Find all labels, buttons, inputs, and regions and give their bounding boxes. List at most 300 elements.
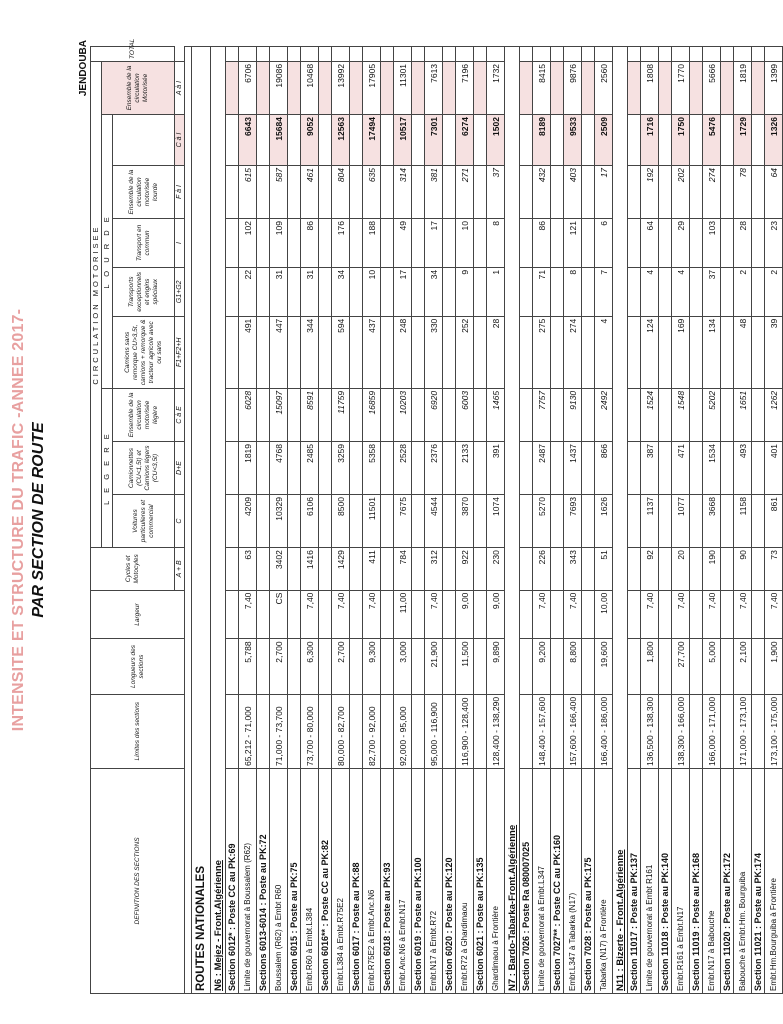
value-ce: 9130 — [564, 388, 582, 441]
empty-cell — [690, 47, 703, 62]
section-header-row — [659, 47, 672, 994]
limit-dash: - — [304, 732, 315, 740]
value-fi: 17 — [595, 165, 613, 218]
col-circulation-motorisee: CIRCULATION MOTORISEE — [91, 61, 102, 547]
empty-cell — [288, 639, 301, 694]
empty-cell — [381, 47, 394, 62]
value-c: 7675 — [394, 495, 412, 548]
value-de: 1819 — [239, 441, 257, 494]
empty-cell — [690, 316, 703, 388]
limit-from: 116,900 — [459, 735, 470, 766]
limit-to: 166,000 — [675, 696, 686, 728]
limit-dash: - — [397, 732, 408, 740]
value-fi: 37 — [487, 165, 505, 218]
section-width: 9,00 — [487, 590, 505, 639]
section-limits — [425, 694, 443, 768]
empty-cell — [520, 639, 533, 694]
section-width: 7,40 — [425, 590, 443, 639]
limit-dash: - — [598, 727, 609, 736]
empty-cell — [226, 388, 239, 441]
value-c: 5270 — [533, 495, 551, 548]
value-g: 2 — [734, 267, 752, 316]
value-c: 11501 — [363, 495, 381, 548]
empty-cell — [226, 267, 239, 316]
section-width: 7,40 — [734, 590, 752, 639]
limit-from: 157,600 — [567, 735, 578, 766]
value-de: 471 — [672, 441, 690, 494]
empty-cell — [381, 115, 394, 166]
section-description: Ghardimaou à Frontière — [487, 768, 505, 993]
empty-cell — [319, 388, 332, 441]
empty-cell — [721, 165, 734, 218]
empty-cell — [443, 165, 456, 218]
table-row — [703, 47, 721, 994]
section-header-row — [443, 47, 456, 994]
value-ab: 63 — [239, 548, 257, 590]
value-g: 31 — [270, 267, 288, 316]
section-limits — [270, 694, 288, 768]
value-ab: 226 — [533, 548, 551, 590]
empty-cell — [443, 388, 456, 441]
section-length: 27,700 — [672, 639, 690, 694]
empty-cell — [628, 61, 641, 114]
empty-cell — [672, 47, 690, 62]
empty-cell — [628, 316, 641, 388]
section-description: Embt.R60 à Embt.L384 — [301, 768, 319, 993]
section-length: 11,500 — [456, 639, 474, 694]
empty-cell — [226, 316, 239, 388]
empty-cell — [520, 47, 533, 62]
value-ai: 9876 — [564, 61, 582, 114]
value-i: 109 — [270, 219, 288, 268]
code-c: C — [175, 495, 185, 548]
code-ci: C à I — [175, 115, 185, 166]
empty-cell — [641, 47, 659, 62]
empty-cell — [551, 590, 564, 639]
value-ai: 19086 — [270, 61, 288, 114]
col-largeur: Largeur — [91, 590, 185, 639]
limit-from: 71,000 — [273, 739, 284, 766]
empty-cell — [520, 694, 533, 768]
rotated-sheet — [0, 38, 779, 1000]
limit-to: 173,100 — [737, 696, 748, 728]
empty-cell — [226, 639, 239, 694]
section-header-row — [319, 47, 332, 994]
value-c: 1626 — [595, 495, 613, 548]
governorate-label: JENDOUBA — [78, 40, 89, 97]
empty-cell — [350, 441, 363, 494]
road-title: N11 : Bizerte - Front.Algérienne — [613, 47, 628, 994]
value-fi: 78 — [734, 165, 752, 218]
value-de: 391 — [487, 441, 505, 494]
table-row — [332, 47, 350, 994]
section-name: Section 11017 : Poste au PK:137 — [628, 768, 641, 993]
empty-cell — [582, 219, 595, 268]
section-limits — [456, 694, 474, 768]
section-description: Limite de gouvernorat à Embt.L347 — [533, 768, 551, 993]
value-c: 7693 — [564, 495, 582, 548]
section-length: 5,788 — [239, 639, 257, 694]
empty-cell — [551, 219, 564, 268]
value-ci: 1502 — [487, 115, 505, 166]
empty-cell — [628, 115, 641, 166]
limit-dash: - — [490, 727, 501, 736]
value-ce: 1651 — [734, 388, 752, 441]
value-f: 39 — [765, 316, 783, 388]
table-row — [425, 47, 443, 994]
value-de: 2487 — [533, 441, 551, 494]
section-length: 9,300 — [363, 639, 381, 694]
empty-cell — [425, 47, 443, 62]
empty-cell — [533, 47, 551, 62]
section-header-row — [288, 47, 301, 994]
value-c: 1137 — [641, 495, 659, 548]
empty-cell — [319, 316, 332, 388]
value-ce: 10203 — [394, 388, 412, 441]
section-width: 7,40 — [703, 590, 721, 639]
empty-cell — [350, 316, 363, 388]
empty-cell — [363, 47, 381, 62]
section-description: Embt.R72 à Ghardimaou — [456, 768, 474, 993]
value-ce: 8591 — [301, 388, 319, 441]
value-f: 594 — [332, 316, 350, 388]
value-c: 4544 — [425, 495, 443, 548]
empty-cell — [319, 47, 332, 62]
empty-cell — [288, 47, 301, 62]
section-limits — [487, 694, 505, 768]
empty-cell — [520, 495, 533, 548]
table-row — [394, 47, 412, 994]
empty-cell — [257, 267, 270, 316]
value-g: 17 — [394, 267, 412, 316]
col-camionnettes: Camionnettes (CU<1,5t) et Camions légers (CU<3,5t) — [113, 441, 175, 494]
empty-cell — [520, 316, 533, 388]
col-limites: Limites des sections — [91, 694, 185, 768]
section-length: 2,700 — [270, 639, 288, 694]
limit-from: 171,000 — [737, 735, 748, 766]
empty-cell — [412, 61, 425, 114]
value-ab: 92 — [641, 548, 659, 590]
value-i: 121 — [564, 219, 582, 268]
value-g: 10 — [363, 267, 381, 316]
empty-cell — [443, 267, 456, 316]
code-f: F1+F2+H — [175, 316, 185, 388]
empty-cell — [412, 441, 425, 494]
value-ce: 1262 — [765, 388, 783, 441]
empty-cell — [301, 47, 319, 62]
empty-cell — [582, 267, 595, 316]
empty-cell — [721, 590, 734, 639]
empty-cell — [319, 115, 332, 166]
section-description: Embt.Hm.Bourguiba à Frontière — [765, 768, 783, 993]
value-i: 176 — [332, 219, 350, 268]
empty-cell — [474, 219, 487, 268]
value-i: 29 — [672, 219, 690, 268]
empty-cell — [270, 47, 288, 62]
empty-cell — [350, 495, 363, 548]
empty-cell — [288, 219, 301, 268]
value-ab: 230 — [487, 548, 505, 590]
value-f: 4 — [595, 316, 613, 388]
empty-cell — [350, 694, 363, 768]
empty-cell — [394, 47, 412, 62]
value-fi: 587 — [270, 165, 288, 218]
empty-cell — [721, 316, 734, 388]
empty-cell — [443, 316, 456, 388]
value-ai: 1808 — [641, 61, 659, 114]
value-fi: 615 — [239, 165, 257, 218]
empty-cell — [474, 388, 487, 441]
value-ab: 1429 — [332, 548, 350, 590]
value-ab: 312 — [425, 548, 443, 590]
empty-cell — [721, 219, 734, 268]
value-f: 28 — [487, 316, 505, 388]
value-fi: 192 — [641, 165, 659, 218]
value-ai: 10468 — [301, 61, 319, 114]
empty-cell — [381, 590, 394, 639]
value-i: 8 — [487, 219, 505, 268]
section-limits — [734, 694, 752, 768]
value-ce: 6003 — [456, 388, 474, 441]
value-ce: 7757 — [533, 388, 551, 441]
empty-cell — [381, 495, 394, 548]
empty-cell — [551, 316, 564, 388]
empty-cell — [239, 47, 257, 62]
limit-from: 82,700 — [366, 739, 377, 766]
limit-to: 138,300 — [644, 696, 655, 728]
empty-cell — [721, 61, 734, 114]
empty-cell — [474, 495, 487, 548]
section-description: Embt.Anc.N6 à Embt.N17 — [394, 768, 412, 993]
value-ab: 190 — [703, 548, 721, 590]
value-g: 7 — [595, 267, 613, 316]
section-name: Section 6012* : Poste CC au PK:69 — [226, 768, 239, 993]
limit-from: 95,000 — [428, 739, 439, 766]
value-ab: 3402 — [270, 548, 288, 590]
empty-cell — [257, 61, 270, 114]
value-de: 5358 — [363, 441, 381, 494]
empty-cell — [703, 47, 721, 62]
empty-cell — [721, 441, 734, 494]
code-fi: F à I — [175, 165, 185, 218]
empty-cell — [443, 590, 456, 639]
empty-cell — [257, 639, 270, 694]
value-f: 274 — [564, 316, 582, 388]
empty-cell — [443, 219, 456, 268]
empty-cell — [551, 694, 564, 768]
empty-cell — [474, 441, 487, 494]
empty-cell — [381, 639, 394, 694]
value-c: 861 — [765, 495, 783, 548]
empty-cell — [319, 694, 332, 768]
value-ai: 5666 — [703, 61, 721, 114]
limit-dash: - — [737, 727, 748, 736]
value-f: 344 — [301, 316, 319, 388]
col-legere: L E G E R E — [102, 388, 113, 547]
value-de: 2485 — [301, 441, 319, 494]
section-header-row — [381, 47, 394, 994]
value-de: 493 — [734, 441, 752, 494]
section-width: 10,00 — [595, 590, 613, 639]
section-description: Embt.N17 à Embt.R72 — [425, 768, 443, 993]
empty-cell — [257, 115, 270, 166]
value-ab: 922 — [456, 548, 474, 590]
empty-cell — [752, 548, 765, 590]
empty-cell — [474, 47, 487, 62]
empty-cell — [350, 548, 363, 590]
value-f: 252 — [456, 316, 474, 388]
value-de: 1437 — [564, 441, 582, 494]
table-row — [595, 47, 613, 994]
empty-cell — [257, 165, 270, 218]
section-limits — [533, 694, 551, 768]
empty-cell — [690, 441, 703, 494]
limit-from: 136,500 — [644, 735, 655, 766]
empty-cell — [582, 316, 595, 388]
section-limits — [703, 694, 721, 768]
section-width: 7,40 — [765, 590, 783, 639]
table-row — [239, 47, 257, 994]
empty-cell — [474, 694, 487, 768]
empty-cell — [226, 165, 239, 218]
table-row — [270, 47, 288, 994]
col-cycles: Cycles et Motocyles — [91, 548, 175, 590]
value-f: 275 — [533, 316, 551, 388]
value-g: 8 — [564, 267, 582, 316]
empty-cell — [381, 165, 394, 218]
empty-cell — [752, 495, 765, 548]
value-ci: 5476 — [703, 115, 721, 166]
value-de: 3259 — [332, 441, 350, 494]
empty-cell — [752, 441, 765, 494]
value-ci: 1729 — [734, 115, 752, 166]
empty-cell — [551, 165, 564, 218]
empty-cell — [350, 61, 363, 114]
value-fi: 64 — [765, 165, 783, 218]
section-name: Section 6021 : Poste au PK:135 — [474, 768, 487, 993]
limit-to: 171,000 — [706, 696, 717, 728]
value-i: 103 — [703, 219, 721, 268]
value-i: 64 — [641, 219, 659, 268]
limit-from: 173,100 — [768, 735, 779, 766]
value-ab: 1416 — [301, 548, 319, 590]
empty-cell — [690, 388, 703, 441]
empty-cell — [520, 548, 533, 590]
table-row — [487, 47, 505, 994]
empty-cell — [412, 388, 425, 441]
value-ce: 6028 — [239, 388, 257, 441]
value-g: 37 — [703, 267, 721, 316]
empty-cell — [659, 639, 672, 694]
value-ci: 12563 — [332, 115, 350, 166]
value-ci: 17494 — [363, 115, 381, 166]
empty-cell — [659, 495, 672, 548]
road-title: N6 : Mejez - Front.Algérienne — [211, 47, 226, 994]
empty-cell — [443, 61, 456, 114]
table-row — [765, 47, 783, 994]
section-description: Boussalem (R62) à Embt R60 — [270, 768, 288, 993]
empty-cell — [474, 61, 487, 114]
empty-cell — [628, 495, 641, 548]
limit-dash: - — [335, 732, 346, 740]
value-ab: 411 — [363, 548, 381, 590]
section-description: Limite de gouvernorat à Embt R161 — [641, 768, 659, 993]
value-f: 48 — [734, 316, 752, 388]
empty-cell — [582, 590, 595, 639]
limit-to: 157,600 — [536, 696, 547, 728]
empty-cell — [319, 165, 332, 218]
empty-cell — [226, 47, 239, 62]
section-limits — [363, 694, 381, 768]
section-name: Section 6016** : Poste CC au PK:82 — [319, 768, 332, 993]
section-description: Babouche à Embt.Hm. Bourguiba — [734, 768, 752, 993]
value-i: 102 — [239, 219, 257, 268]
col-definition: DEFINITION DES SECTIONS — [91, 768, 185, 993]
value-ci: 9052 — [301, 115, 319, 166]
empty-cell — [412, 495, 425, 548]
empty-cell — [257, 47, 270, 62]
section-limits — [564, 694, 582, 768]
empty-cell — [551, 47, 564, 62]
limit-to: 73,700 — [273, 706, 284, 733]
limit-dash: - — [366, 732, 377, 740]
empty-cell — [659, 47, 672, 62]
section-length: 19,600 — [595, 639, 613, 694]
col-ens-lourde: Ensemble de la circulation motorisée lourde — [113, 165, 175, 218]
section-length: 3,000 — [394, 639, 412, 694]
empty-cell — [551, 388, 564, 441]
value-c: 3668 — [703, 495, 721, 548]
value-g: 34 — [425, 267, 443, 316]
col-transports-exc: Transports exceptionnels et engins spéciaux — [113, 267, 175, 316]
section-name: Section 11019 : Poste au PK:168 — [690, 768, 703, 993]
empty-cell — [381, 441, 394, 494]
empty-cell — [551, 115, 564, 166]
section-description: Limite de gouvernorat à Boussalem (R62) — [239, 768, 257, 993]
empty-cell — [659, 388, 672, 441]
section-name: Section 11020 : Poste au PK:172 — [721, 768, 734, 993]
limit-dash: - — [428, 732, 439, 740]
empty-cell — [690, 219, 703, 268]
group-row — [505, 47, 520, 994]
empty-cell — [257, 694, 270, 768]
empty-cell — [226, 219, 239, 268]
col-longueurs: Longueurs des sections — [91, 639, 185, 694]
value-g: 1 — [487, 267, 505, 316]
value-f: 169 — [672, 316, 690, 388]
empty-cell — [551, 267, 564, 316]
value-f: 248 — [394, 316, 412, 388]
value-ai: 1819 — [734, 61, 752, 114]
value-de: 387 — [641, 441, 659, 494]
empty-cell — [474, 165, 487, 218]
empty-cell — [690, 165, 703, 218]
section-limits — [765, 694, 783, 768]
empty-cell — [288, 316, 301, 388]
empty-cell — [721, 388, 734, 441]
value-ci: 8189 — [533, 115, 551, 166]
empty-cell — [288, 165, 301, 218]
document-title: INTENSITE ET STRUCTURE DU TRAFIC -ANNEE 2017- — [10, 308, 27, 732]
section-limits — [332, 694, 350, 768]
empty-cell — [257, 495, 270, 548]
section-length: 6,300 — [301, 639, 319, 694]
empty-cell — [350, 267, 363, 316]
empty-cell — [257, 590, 270, 639]
empty-cell — [381, 388, 394, 441]
value-g: 34 — [332, 267, 350, 316]
limit-dash: - — [459, 728, 470, 736]
